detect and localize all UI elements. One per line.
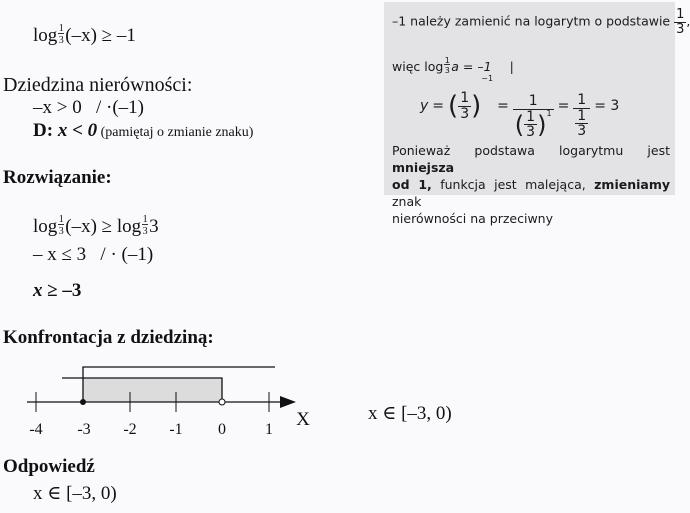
explanation-text: –1 należy zamienić na logarytm o podstawie	[392, 13, 671, 29]
fraction-denominator: 3	[577, 123, 587, 140]
fraction-denominator: 3	[676, 21, 685, 37]
base-denominator: 3	[142, 226, 148, 237]
log-argument: 3	[149, 216, 159, 237]
fraction-denominator: ( $\frac{1}{3}$ ) 1	[514, 108, 552, 141]
fraction-numerator: 1	[460, 89, 470, 106]
base-denominator: 3	[58, 226, 64, 237]
log-base	[443, 53, 451, 73]
tick-label: -3	[77, 421, 91, 438]
log-argument: (–x) ≥	[65, 216, 117, 237]
fraction-denominator	[573, 108, 590, 139]
log-argument: (–x) ≥ –1	[65, 25, 136, 46]
log-base	[141, 211, 149, 235]
tick-label: 0	[218, 421, 226, 438]
log-text: log	[116, 216, 142, 237]
para-text: funkcja jest malejąca,	[431, 177, 595, 192]
fraction-compound	[513, 94, 554, 140]
number-line	[0, 355, 320, 450]
log-base	[57, 211, 65, 235]
domain-result-expr: x < 0	[57, 120, 98, 141]
explanation-comma: ,	[686, 13, 690, 29]
shaded-interval	[83, 378, 222, 402]
para-bold: zmieniamy	[594, 177, 670, 192]
domain-result-label: D:	[33, 120, 58, 141]
explanation-expr: a = –1	[451, 59, 492, 74]
tick-label: -4	[29, 421, 43, 438]
solution-rest: ≥ –3	[42, 280, 82, 301]
log-text: log	[33, 216, 58, 237]
tick-label: 1	[265, 421, 273, 438]
base-denominator: 3	[58, 35, 64, 46]
fraction-numerator: 1	[528, 93, 538, 109]
explanation-equation	[420, 72, 619, 140]
fraction-numerator: 1	[577, 92, 587, 108]
domain-step: –x > 0 / ·(–1)	[33, 97, 144, 118]
base-numerator: 1	[58, 214, 64, 225]
base-numerator: 1	[444, 56, 450, 65]
axis-label: X	[296, 409, 310, 430]
eq-sign: =	[557, 98, 570, 115]
explanation-paragraph	[392, 142, 670, 227]
paren-right: )	[471, 91, 482, 122]
solution-line-3	[33, 280, 81, 302]
confrontation-heading: Konfrontacja z dziedziną:	[3, 327, 214, 348]
fraction-numerator: 1	[577, 107, 587, 124]
fraction-numerator: 1	[676, 7, 685, 22]
open-point-icon	[219, 399, 225, 405]
eq-sign: =	[432, 98, 445, 115]
base-numerator: 1	[58, 23, 64, 34]
domain-result-note: (pamiętaj o zmianie znaku)	[97, 125, 254, 140]
base-denominator: 3	[444, 66, 450, 75]
solution-heading: Rozwiązanie:	[3, 167, 112, 188]
fraction-numerator: 1	[526, 108, 536, 125]
paren-left: (	[448, 91, 459, 122]
problem-inequality	[33, 20, 136, 47]
para-text: nierówności na przeciwny	[392, 211, 553, 226]
confrontation-result: x ∈ [–3, 0)	[368, 403, 452, 424]
para-bold: mniejsza	[392, 160, 455, 175]
fraction-one-third	[458, 91, 471, 121]
explanation-text: więc log	[392, 59, 444, 74]
tick-label: -2	[123, 421, 137, 438]
base-numerator: 1	[142, 214, 148, 225]
tick-label: -1	[169, 421, 183, 438]
exponent: −1	[481, 74, 494, 83]
para-text: Ponieważ podstawa logarytmu jest	[392, 143, 670, 158]
explanation-box	[384, 2, 690, 226]
para-text: znak	[392, 194, 422, 209]
fraction-denominator: 3	[526, 124, 536, 141]
answer-result: x ∈ [–3, 0)	[33, 483, 117, 504]
solution-line-1	[33, 211, 159, 238]
eq-result: = 3	[594, 98, 620, 115]
explanation-line-2	[392, 53, 514, 74]
para-bold: od 1,	[392, 177, 432, 192]
closed-point-icon	[80, 399, 86, 405]
explanation-line-1	[392, 8, 690, 36]
exponent: 1	[546, 108, 552, 118]
fraction-denominator: 3	[460, 105, 470, 122]
text-cursor: |	[509, 59, 514, 74]
log-base	[57, 20, 65, 44]
eq-sign: =	[497, 98, 509, 115]
domain-result	[33, 120, 253, 142]
answer-heading: Odpowiedź	[3, 456, 95, 477]
fraction-one-third	[674, 8, 686, 36]
fraction-compound	[573, 93, 590, 139]
solution-line-2: – x ≤ 3 / · (–1)	[33, 244, 154, 265]
log-text: log	[33, 25, 58, 46]
eq-y: y	[420, 98, 429, 115]
axis-arrow-icon	[280, 396, 296, 408]
domain-heading: Dziedzina nierówności:	[3, 74, 193, 96]
solution-var: x	[33, 280, 43, 301]
